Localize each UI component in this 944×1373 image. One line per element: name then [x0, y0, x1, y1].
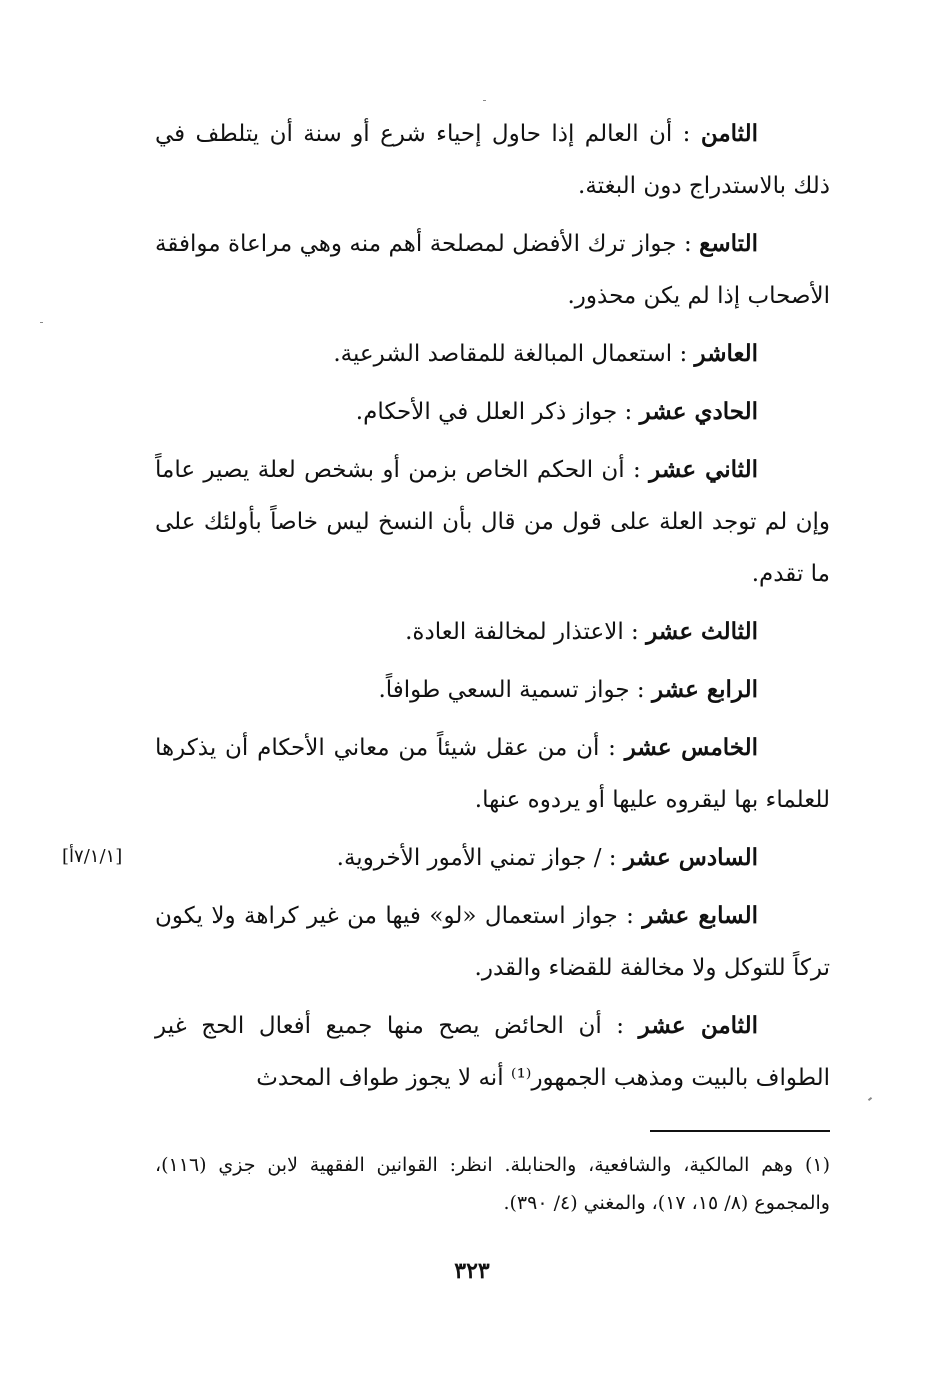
paragraph-7 [155, 664, 830, 716]
paragraph-text: : / جواز تمني الأمور الأخروية. [336, 845, 617, 871]
paragraph-lead: الحادي عشر [639, 398, 758, 425]
paragraph-text: : أن الحائض يصح منها جميع أفعال الحج غير الطواف بالبيت ومذهب الجمهور⁽¹⁾ أنه لا يجوز طواف المحدث [155, 1013, 830, 1091]
paragraph-text: : الاعتذار لمخالفة العادة. [405, 619, 639, 645]
footnote-divider [650, 1130, 830, 1132]
paragraph-10 [155, 890, 830, 994]
paragraph-2 [155, 218, 830, 322]
paragraph-1 [155, 108, 830, 212]
paragraph-8 [155, 722, 830, 826]
paragraph-lead: الرابع عشر [651, 676, 758, 703]
main-text [155, 108, 830, 1110]
paragraph-text: : استعمال المبالغة للمقاصد الشرعية. [333, 341, 688, 367]
scan-speck [483, 100, 486, 101]
paragraph-3 [155, 328, 830, 380]
page-number: ٣٢٣ [454, 1258, 490, 1284]
paragraph-lead: الثامن [700, 120, 759, 147]
paragraph-lead: السابع عشر [642, 902, 759, 929]
paragraph-text: : جواز ترك الأفضل لمصلحة أهم منه وهي مراعاة موافقة الأصحاب إذا لم يكن محذور. [155, 231, 830, 309]
paragraph-lead: الخامس عشر [624, 734, 759, 761]
manuscript-folio-reference: [٧/١/١أ] [62, 846, 123, 867]
paragraph-9 [155, 832, 830, 884]
paragraph-text: : جواز ذكر العلل في الأحكام. [355, 399, 633, 425]
paragraph-lead: الثامن عشر [638, 1012, 758, 1039]
scan-speck [868, 1097, 872, 1101]
paragraph-lead: الثاني عشر [649, 456, 759, 483]
paragraph-6 [155, 606, 830, 658]
footnote-1: (١) وهم المالكية، والشافعية، والحنابلة. انظر: القوانين الفقهية لابن جزي (١١٦)، والمجموع (٨/ ١٥، ١٧)، والمغني (٤/ ٣٩٠). [155, 1154, 830, 1214]
paragraph-lead: العاشر [694, 340, 758, 367]
paragraph-5 [155, 444, 830, 600]
footnotes [155, 1146, 830, 1222]
paragraph-11 [155, 1000, 830, 1104]
paragraph-lead: السادس عشر [623, 844, 758, 871]
scan-speck [40, 322, 43, 323]
paragraph-text: : جواز استعمال «لو» فيها من غير كراهة ولا يكون تركاً للتوكل ولا مخالفة للقضاء والقدر. [155, 903, 830, 981]
paragraph-text: : أن العالم إذا حاول إحياء شرع أو سنة أن يتلطف في ذلك بالاستدراج دون البغتة. [155, 121, 830, 199]
paragraph-text: : أن من عقل شيئاً من معاني الأحكام أن يذكرها للعلماء بها ليقروه عليها أو يردوه عنها. [155, 735, 830, 813]
paragraph-4 [155, 386, 830, 438]
paragraph-lead: التاسع [699, 230, 758, 257]
paragraph-text: : أن الحكم الخاص بزمن أو بشخص لعلة يصير عاماً وإن لم توجد العلة على قول من قال بأن النسخ ليس خاصاً بأولئك على ما تقدم. [155, 457, 830, 587]
paragraph-text: : جواز تسمية السعي طوافاً. [378, 677, 645, 703]
paragraph-lead: الثالث عشر [646, 618, 758, 645]
